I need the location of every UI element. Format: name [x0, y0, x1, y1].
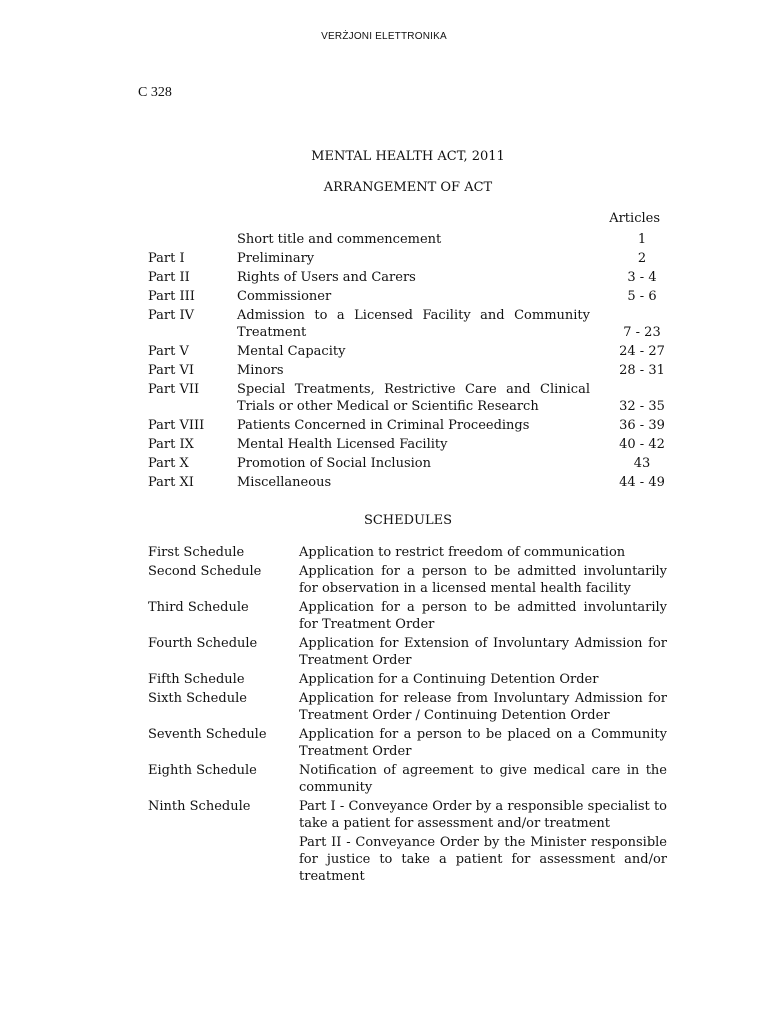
part-description: Short title and commencement	[237, 232, 442, 247]
schedule-name: First Schedule	[148, 545, 245, 560]
article-range: 44 - 49	[619, 475, 665, 490]
arrangement-row	[148, 342, 668, 361]
schedule-row	[148, 726, 668, 760]
arrangement-row	[148, 454, 668, 473]
schedule-name: Sixth Schedule	[148, 691, 247, 706]
article-range: 28 - 31	[619, 363, 665, 378]
part-label	[148, 230, 237, 232]
electronic-version-header: VERŻJONI ELETTRONIKA	[321, 31, 447, 42]
part-description: Miscellaneous	[237, 475, 332, 490]
arrangement-row	[148, 416, 668, 435]
part-label: Part II	[148, 270, 190, 285]
schedule-description: Application for a person to be placed on a Community Treatment Order	[299, 727, 667, 759]
schedule-name: Fifth Schedule	[148, 672, 245, 687]
schedule-row	[148, 599, 668, 633]
schedule-row	[148, 798, 668, 832]
article-range: 5 - 6	[627, 289, 657, 304]
part-description: Preliminary	[237, 251, 315, 266]
schedule-name: Second Schedule	[148, 564, 262, 579]
arrangement-row	[148, 249, 668, 268]
part-description: Special Treatments, Restrictive Care and Clinical Trials or other Medical or Scientific Research	[237, 382, 590, 414]
schedule-row	[148, 834, 668, 885]
schedule-row	[148, 563, 668, 597]
part-label: Part XI	[148, 475, 194, 490]
part-label: Part V	[148, 344, 189, 359]
schedule-description: Application for a person to be admitted involuntarily for Treatment Order	[299, 600, 667, 632]
article-range: 1	[637, 232, 647, 247]
arrangement-title: ARRANGEMENT OF ACT	[323, 180, 493, 195]
schedule-row	[148, 690, 668, 724]
part-description: Minors	[237, 363, 284, 378]
schedule-description: Application for a Continuing Detention Order	[299, 672, 599, 687]
part-description: Mental Health Licensed Facility	[237, 437, 448, 452]
arrangement-table	[148, 211, 668, 492]
part-label: Part IV	[148, 308, 195, 323]
act-title: MENTAL HEALTH ACT, 2011	[311, 149, 505, 164]
articles-column-header: Articles	[609, 211, 660, 226]
schedule-name	[148, 834, 299, 885]
schedule-description: Notification of agreement to give medical care in the community	[299, 763, 667, 795]
article-range: 2	[637, 251, 647, 266]
page-code: C 328	[138, 85, 172, 100]
arrangement-row	[148, 268, 668, 287]
arrangement-row	[148, 361, 668, 380]
part-description: Rights of Users and Carers	[237, 270, 416, 285]
schedule-description: Part I - Conveyance Order by a responsible specialist to take a patient for assessment and/or treatment	[299, 799, 667, 831]
schedule-row	[148, 544, 668, 561]
article-range: 36 - 39	[619, 418, 665, 433]
schedule-name: Seventh Schedule	[148, 727, 267, 742]
article-range: 7 - 23	[623, 325, 661, 340]
article-range: 43	[633, 456, 651, 471]
schedule-description: Application to restrict freedom of communication	[299, 545, 626, 560]
schedule-description: Part II - Conveyance Order by the Minister responsible for justice to take a patient for assessment and/or treatment	[299, 835, 667, 884]
arrangement-row	[148, 435, 668, 454]
article-range: 40 - 42	[619, 437, 665, 452]
schedule-name: Ninth Schedule	[148, 799, 251, 814]
schedule-name: Eighth Schedule	[148, 763, 257, 778]
part-label: Part VIII	[148, 418, 205, 433]
schedule-description: Application for a person to be admitted involuntarily for observation in a licensed mental health facility	[299, 564, 667, 596]
schedule-row	[148, 762, 668, 796]
arrangement-row	[148, 287, 668, 306]
part-description: Mental Capacity	[237, 344, 346, 359]
schedules-title: SCHEDULES	[363, 513, 453, 528]
article-range: 3 - 4	[627, 270, 657, 285]
part-description: Promotion of Social Inclusion	[237, 456, 431, 471]
schedule-description: Application for Extension of Involuntary Admission for Treatment Order	[299, 636, 667, 668]
arrangement-row	[148, 473, 668, 492]
part-label: Part X	[148, 456, 189, 471]
part-description: Commissioner	[237, 289, 332, 304]
part-label: Part VI	[148, 363, 195, 378]
schedule-name: Fourth Schedule	[148, 636, 258, 651]
part-description: Admission to a Licensed Facility and Community Treatment	[237, 308, 590, 340]
schedule-description: Application for release from Involuntary Admission for Treatment Order / Continuing Detention Order	[299, 691, 667, 723]
schedule-name: Third Schedule	[148, 600, 249, 615]
arrangement-row	[148, 230, 668, 249]
schedule-row	[148, 635, 668, 669]
part-label: Part IX	[148, 437, 194, 452]
part-label: Part VII	[148, 382, 200, 397]
part-label: Part III	[148, 289, 195, 304]
part-description: Patients Concerned in Criminal Proceedings	[237, 418, 530, 433]
arrangement-row	[148, 380, 668, 416]
arrangement-row	[148, 306, 668, 342]
schedules-list	[148, 544, 668, 887]
article-range: 24 - 27	[619, 344, 665, 359]
schedule-row	[148, 671, 668, 688]
part-label: Part I	[148, 251, 185, 266]
article-range: 32 - 35	[619, 399, 665, 414]
